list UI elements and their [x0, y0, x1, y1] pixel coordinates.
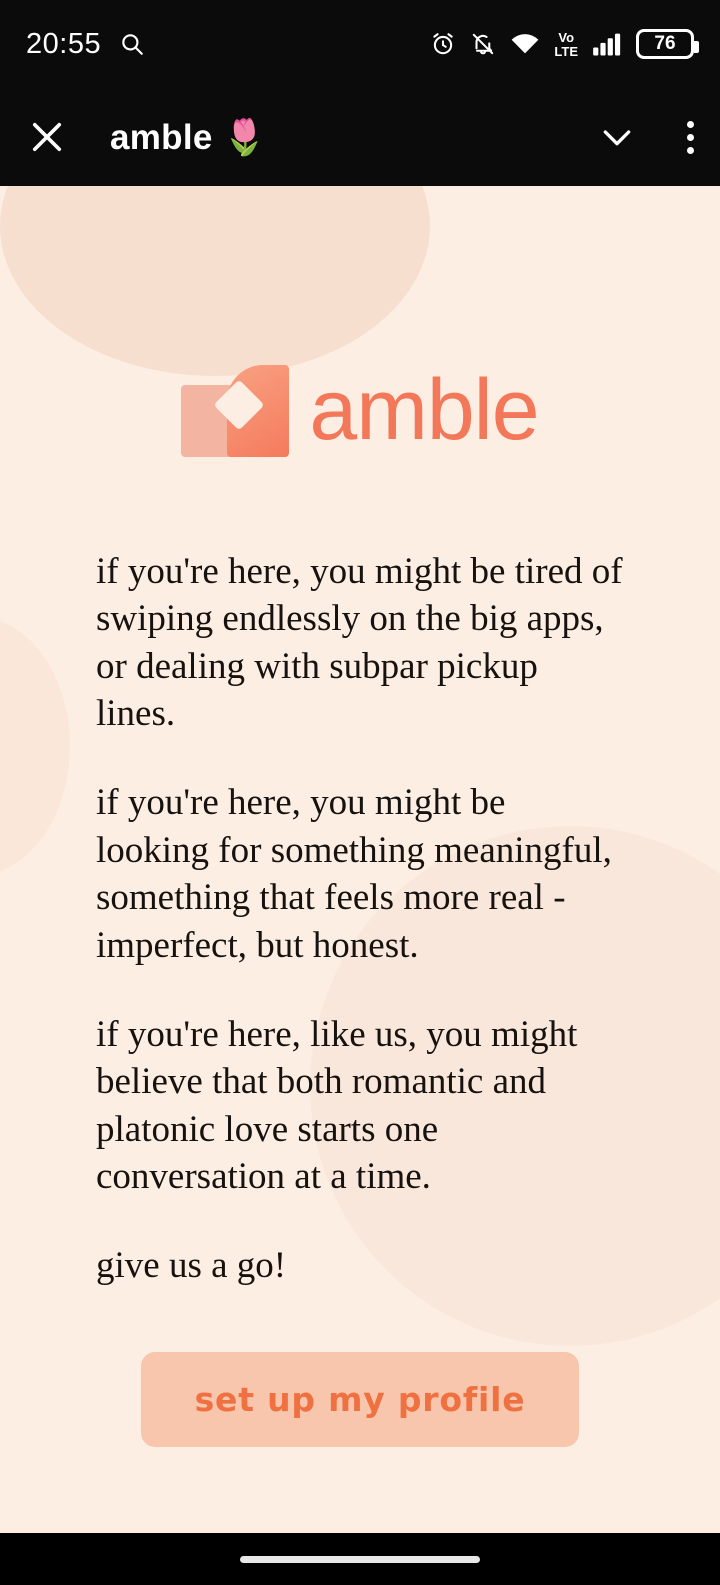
wifi-icon [510, 31, 540, 57]
alarm-icon [430, 31, 456, 57]
search-icon[interactable] [119, 31, 145, 57]
logo-wordmark: amble [309, 362, 539, 458]
status-bar-right [430, 29, 694, 59]
main-content [0, 186, 720, 1533]
kebab-dot [687, 147, 694, 154]
brand-logo [0, 361, 720, 460]
kebab-dot [687, 134, 694, 141]
status-bar-left [26, 28, 145, 61]
intro-paragraph-2: if you're here, you might be looking for something meaningful, something that feels more real - imperfect, but honest. [96, 782, 612, 966]
chevron-down-icon[interactable] [597, 117, 637, 157]
cta-container [0, 1352, 720, 1447]
status-clock: 20:55 [26, 27, 102, 60]
app-bar [0, 88, 720, 186]
amble-logo-icon [181, 365, 289, 457]
decorative-blob-top [0, 186, 430, 376]
battery-indicator: 76 [636, 29, 694, 59]
intro-paragraph-4: give us a go! [96, 1245, 287, 1287]
intro-copy [0, 548, 720, 1290]
notifications-muted-icon [470, 31, 496, 57]
system-navigation-bar [0, 1533, 720, 1585]
set-up-profile-button[interactable]: set up my profile [141, 1352, 580, 1447]
intro-paragraph-1: if you're here, you might be tired of swiping endlessly on the big apps, or dealing with subpar pickup lines. [96, 551, 623, 735]
close-icon[interactable] [26, 116, 68, 158]
kebab-dot [687, 121, 694, 128]
volte-indicator: Vo LTE [554, 29, 578, 59]
intro-paragraph-3: if you're here, like us, you might believe that both romantic and platonic love starts one conversation at a time. [96, 1013, 578, 1197]
status-bar [0, 0, 720, 88]
more-options-icon[interactable] [687, 121, 694, 154]
cellular-signal-icon [592, 31, 622, 57]
app-bar-title: amble 🌷 [110, 117, 267, 157]
home-gesture-pill[interactable] [240, 1556, 480, 1563]
